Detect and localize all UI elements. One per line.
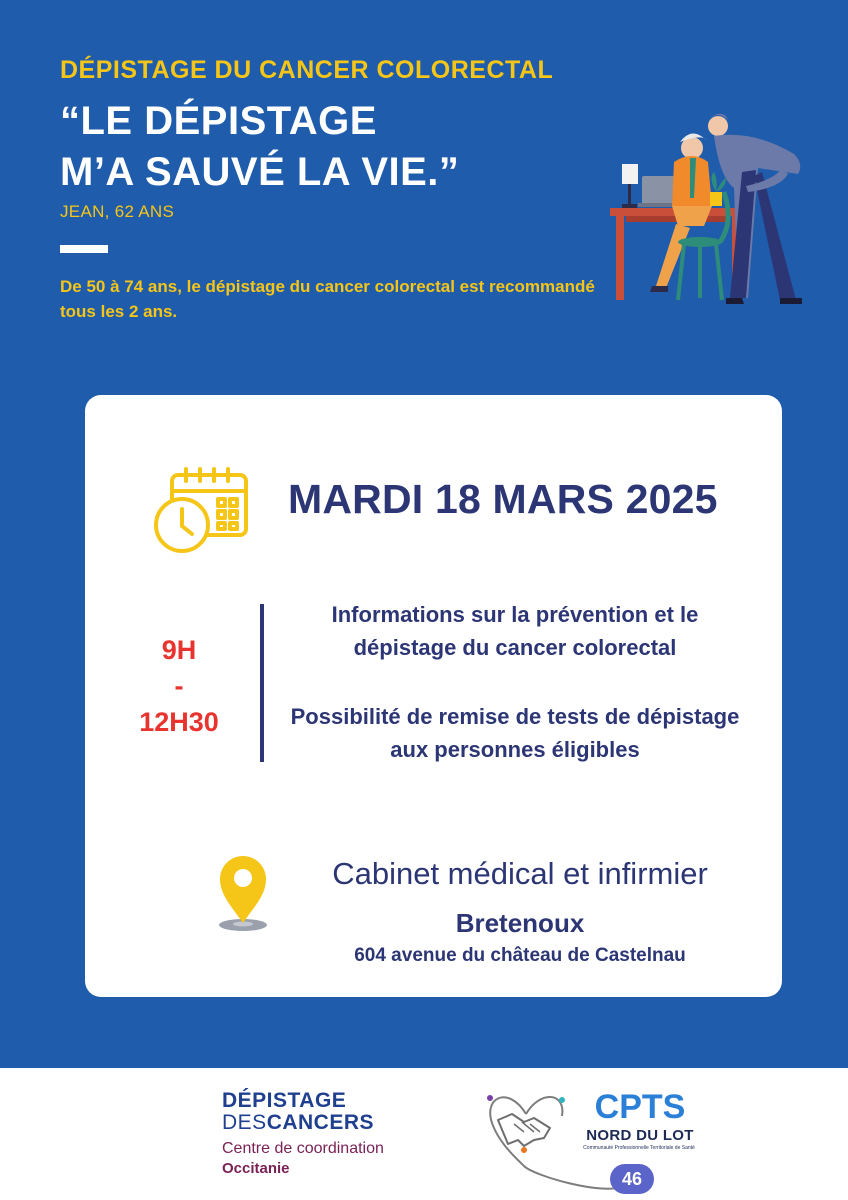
logo-dc-cancers: CANCERS xyxy=(266,1111,375,1134)
logo-dc-line-3: Centre de coordination xyxy=(222,1140,384,1157)
location-address: 604 avenue du château de Castelnau xyxy=(354,945,686,966)
event-date: MARDI 18 MARS 2025 xyxy=(288,476,718,522)
time-separator: - xyxy=(174,671,184,701)
logo-dc-line-1: DÉPISTAGE xyxy=(222,1089,347,1112)
cpts-title: CPTS xyxy=(594,1088,686,1126)
testimonial-quote xyxy=(60,96,459,198)
event-time xyxy=(120,632,238,740)
campaign-kicker: DÉPISTAGE DU CANCER COLORECTAL xyxy=(60,56,554,84)
logo-dc-line-4: Occitanie xyxy=(222,1160,290,1177)
logo-dc-line-2 xyxy=(222,1112,442,1134)
quote-line-2: M’A SAUVÉ LA VIE.” xyxy=(60,150,460,194)
event-info-tests: Possibilité de remise de tests de dépistage aux personnes éligibles xyxy=(290,704,740,762)
location-name: Cabinet médical et infirmier xyxy=(332,856,708,891)
time-end: 12H30 xyxy=(139,707,219,737)
couple-at-desk-illustration xyxy=(592,112,808,306)
cpts-department-badge: 46 xyxy=(610,1164,654,1194)
location-pin-icon xyxy=(212,853,274,933)
logo-dc-des: DES xyxy=(222,1111,267,1134)
location-city: Bretenoux xyxy=(455,908,585,938)
calendar-clock-icon xyxy=(152,467,252,557)
time-start: 9H xyxy=(161,635,197,665)
vertical-divider xyxy=(260,604,264,762)
recommendation-text: De 50 à 74 ans, le dépistage du cancer colorectal est recommandé tous les 2 ans. xyxy=(60,277,595,321)
divider-dash xyxy=(60,245,108,253)
cpts-subtitle: NORD DU LOT xyxy=(586,1127,694,1144)
quote-author: JEAN, 62 ANS xyxy=(60,202,175,221)
event-info-prevention: Informations sur la prévention et le dépistage du cancer colorectal xyxy=(331,602,699,660)
cpts-tagline: Communauté Professionnelle Territoriale de Santé xyxy=(583,1145,695,1151)
depistage-des-cancers-logo xyxy=(222,1090,442,1178)
quote-line-1: “LE DÉPISTAGE xyxy=(60,99,377,143)
